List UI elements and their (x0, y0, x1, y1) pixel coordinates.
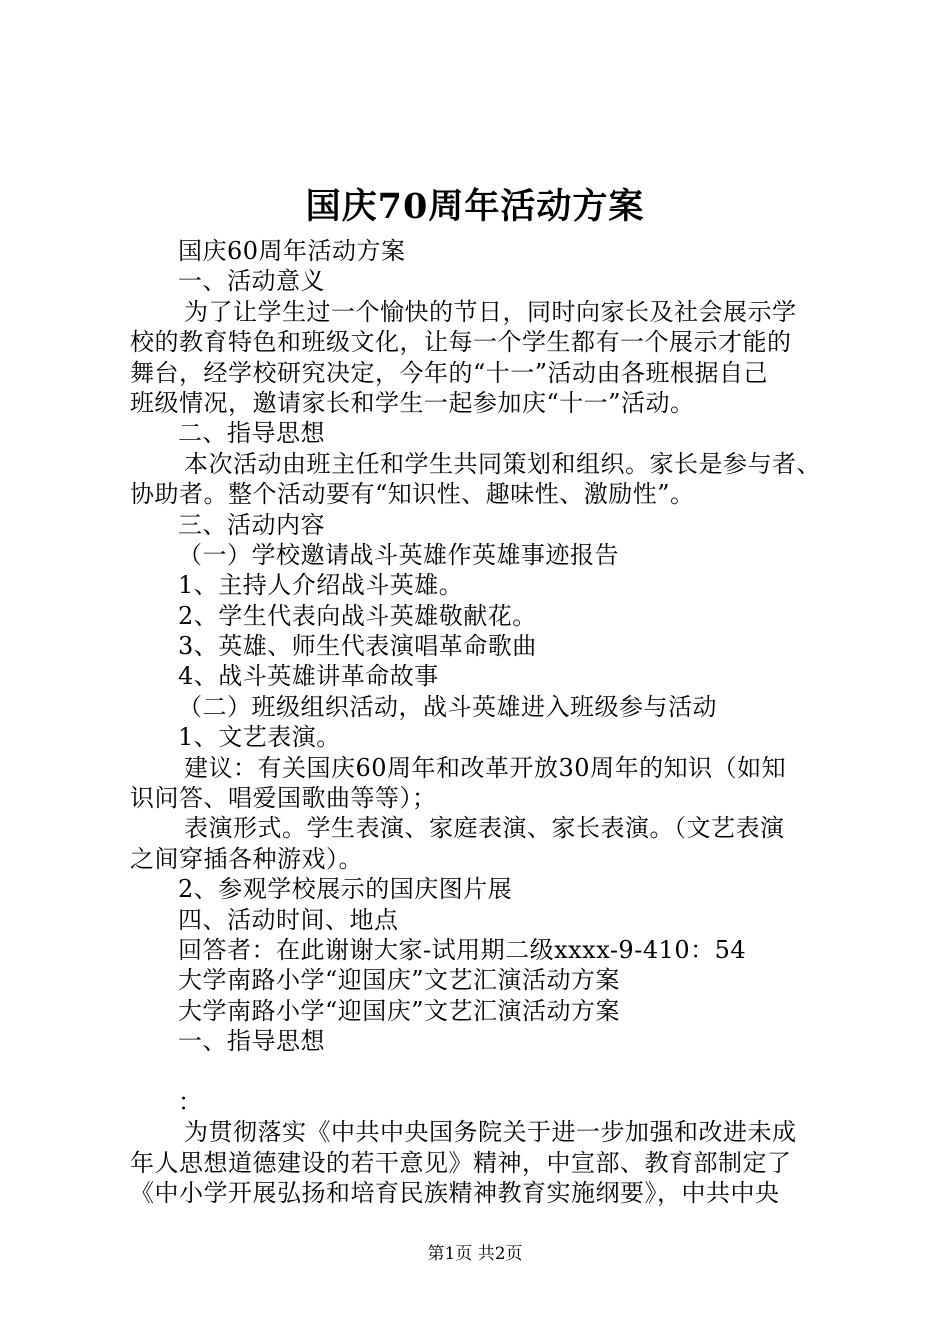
text-line: 国庆60周年活动方案 (178, 237, 406, 265)
text-line: 大学南路小学“迎国庆”文艺汇演活动方案 (178, 966, 621, 995)
text-line: 识问答、唱爱国歌曲等等）； (130, 784, 437, 813)
section-heading: 四、活动时间、地点 (178, 905, 399, 934)
list-item: 1、主持人介绍战斗英雄。 (178, 571, 464, 600)
text-line: 年人思想道德建设的若干意见》精神，中宣部、教育部制定了 (130, 1148, 792, 1177)
text-line: 舞台，经学校研究决定，今年的“十一”活动由各班根据自己 (130, 358, 769, 387)
section-heading: 一、活动意义 (178, 267, 325, 296)
section-heading: 三、活动内容 (178, 510, 325, 539)
list-item: 2、参观学校展示的国庆图片展 (178, 875, 513, 904)
blank-line (130, 1057, 830, 1087)
text-line: 为了让学生过一个愉快的节日，同时向家长及社会展示学 (184, 297, 797, 326)
page-footer: 第1页 共2页 (427, 1244, 523, 1264)
list-item: 1、文艺表演。 (178, 723, 341, 752)
text-line: 为贯彻落实《中共中央国务院关于进一步加强和改进未成 (184, 1118, 797, 1147)
text-line: 校的教育特色和班级文化，让每一个学生都有一个展示才能的 (130, 328, 792, 357)
subsection-heading: （一）学校邀请战斗英雄作英雄事迹报告 (178, 540, 619, 569)
text-line: 大学南路小学“迎国庆”文艺汇演活动方案 (178, 996, 621, 1025)
document-title: 国庆70周年活动方案 (305, 186, 645, 227)
list-item: 4、战斗英雄讲革命故事 (178, 662, 439, 691)
text-line: ： (178, 1087, 203, 1116)
document-body (130, 236, 830, 1209)
section-heading: 二、指导思想 (178, 419, 325, 448)
answerer-line: 回答者：在此谢谢大家-试用期二级xxxx-9-410：54 (178, 935, 747, 964)
text-line: 建议：有关国庆60周年和改革开放30周年的知识（如知 (184, 753, 787, 782)
list-item: 3、英雄、师生代表演唱革命歌曲 (178, 632, 537, 661)
text-line: 表演形式。学生表演、家庭表演、家长表演。（文艺表演 (184, 814, 785, 843)
text-line: 《中小学开展弘扬和培育民族精神教育实施纲要》，中共中央 (130, 1179, 780, 1208)
list-item: 2、学生代表向战斗英雄敬献花。 (178, 601, 537, 630)
subsection-heading: （二）班级组织活动，战斗英雄进入班级参与活动 (178, 692, 717, 721)
text-line: 班级情况，邀请家长和学生一起参加庆“十一”活动。 (130, 388, 695, 417)
text-line: 本次活动由班主任和学生共同策划和组织。家长是参与者、 (184, 449, 821, 478)
text-line: 协助者。整个活动要有“知识性、趣味性、激励性”。 (130, 480, 695, 509)
section-heading: 一、指导思想 (178, 1027, 325, 1056)
text-line: 之间穿插各种游戏）。 (130, 844, 363, 873)
